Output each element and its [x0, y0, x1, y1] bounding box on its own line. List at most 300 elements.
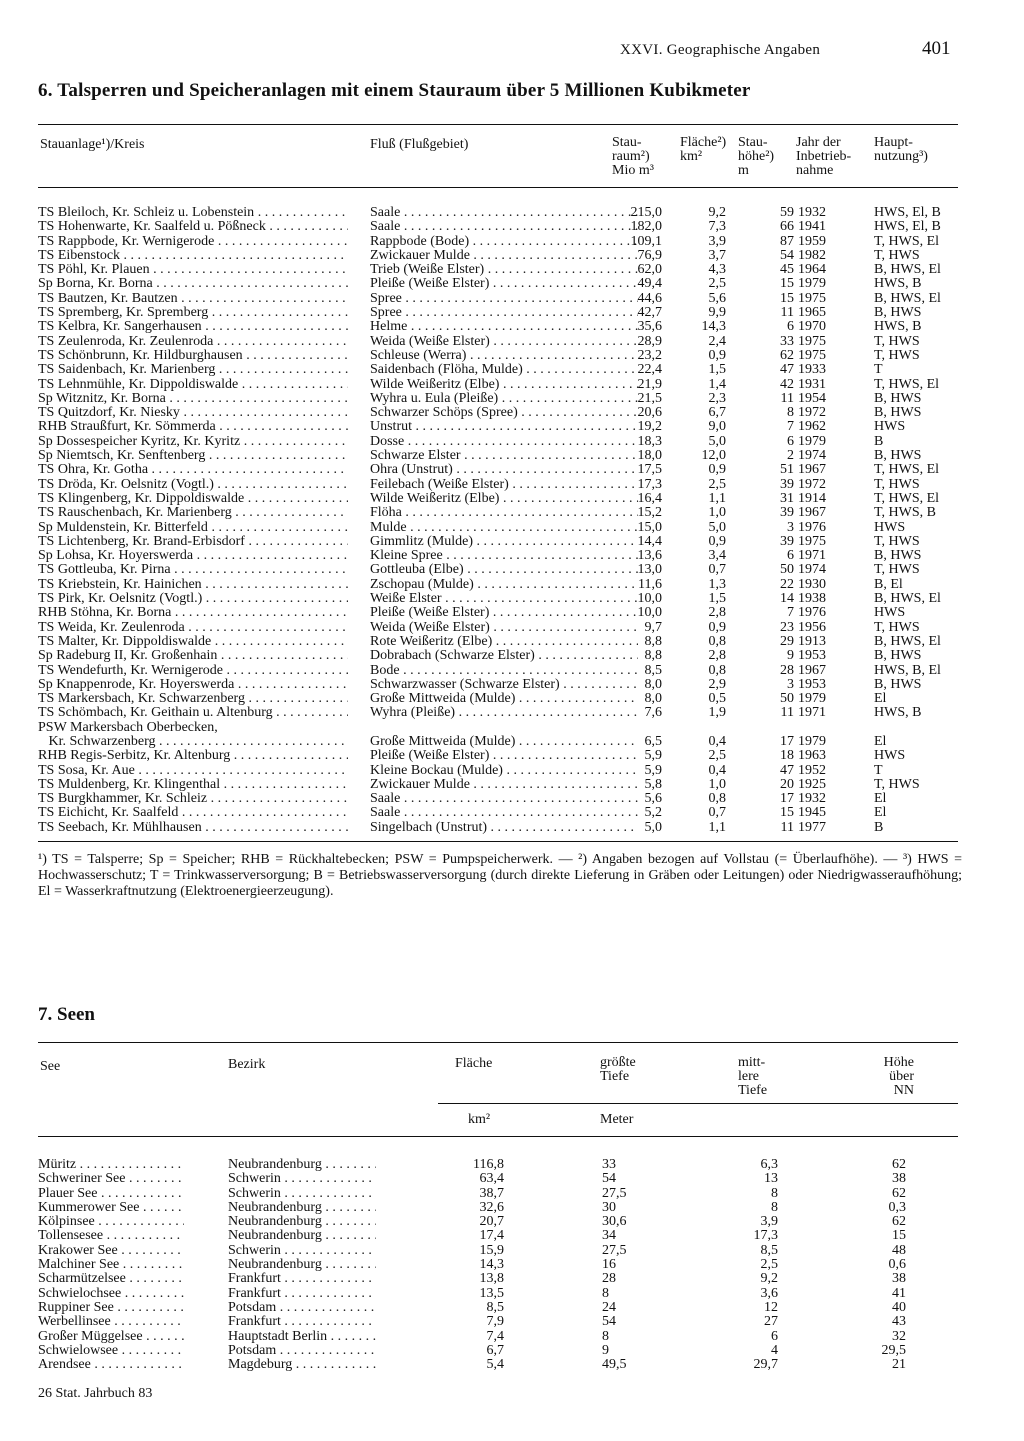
cell-flaeche: 9,9 — [708, 305, 726, 321]
cell-nutzung: T, HWS, El — [874, 462, 940, 478]
table-row — [38, 392, 968, 406]
cell-jahr: 1962 — [798, 419, 826, 435]
cell-hoehe: 40 — [892, 1299, 906, 1315]
cell-mittlere-tiefe: 8 — [771, 1199, 778, 1215]
cell-nutzung: HWS, B — [874, 276, 922, 292]
cell-flaeche: 2,5 — [708, 748, 726, 764]
cell-fluss: Saale . . . — [370, 806, 638, 820]
cell-nutzung: El — [874, 691, 887, 707]
cell-jahr: 1953 — [798, 648, 826, 664]
cell-bezirk: Neubrandenburg . . . — [228, 1158, 376, 1172]
cell-see: Plauer See . . . — [38, 1187, 184, 1201]
cell-flaeche: 12,0 — [701, 448, 726, 464]
cell-flaeche: 5,0 — [708, 519, 726, 535]
table-row — [38, 806, 968, 820]
table6-header-rule — [38, 187, 958, 188]
cell-stauhoehe: 15 — [780, 290, 794, 306]
cell-nutzung: HWS, B, El — [874, 662, 941, 678]
cell-stauraum: 13,6 — [637, 548, 662, 564]
cell-jahr: 1914 — [798, 490, 826, 506]
cell-jahr: 1933 — [798, 362, 826, 378]
cell-stauraum: 5,0 — [644, 819, 662, 835]
cell-anlage: Sp Witznitz, Kr. Borna . . . — [38, 392, 348, 406]
cell-jahr: 1975 — [798, 347, 826, 363]
cell-jahr: 1956 — [798, 619, 826, 635]
cell-stauraum: 44,6 — [637, 290, 662, 306]
table-row — [38, 420, 968, 434]
cell-flaeche: 13,8 — [479, 1271, 504, 1287]
cell-fluss: Saale . . . — [370, 206, 638, 220]
cell-stauraum: 11,6 — [638, 576, 662, 592]
cell-nutzung: T, HWS, B — [874, 505, 936, 521]
cell-nutzung: B, HWS — [874, 305, 922, 321]
cell-anlage: TS Bleiloch, Kr. Schleiz u. Lobenstein . . . — [38, 206, 348, 220]
cell-fluss: Pleiße (Weiße Elster) . . . — [370, 749, 638, 763]
cell-flaeche: 7,3 — [708, 219, 726, 235]
cell-stauhoehe: 6 — [787, 433, 794, 449]
cell-stauraum: 5,9 — [644, 748, 662, 764]
cell-mittlere-tiefe: 27 — [764, 1314, 778, 1330]
cell-stauraum: 10,0 — [637, 605, 662, 621]
cell-fluss: Zwickauer Mulde . . . — [370, 778, 638, 792]
cell-fluss: Schwarzwasser (Schwarze Elster) . . . — [370, 678, 638, 692]
cell-anlage: TS Saidenbach, Kr. Marienberg . . . — [38, 363, 348, 377]
cell-flaeche: 14,3 — [701, 319, 726, 335]
cell-stauraum: 42,7 — [637, 305, 662, 321]
table6-header-stauhoehe: Stau- höhe²) m — [738, 135, 775, 178]
table-row — [38, 792, 968, 806]
cell-stauhoehe: 47 — [780, 362, 794, 378]
cell-nutzung: El — [874, 791, 887, 807]
cell-nutzung: HWS, B — [874, 705, 922, 721]
cell-anlage: TS Lichtenberg, Kr. Brand-Erbisdorf . . . — [38, 535, 348, 549]
cell-stauraum: 15,0 — [637, 519, 662, 535]
cell-fluss: Dosse . . . — [370, 435, 638, 449]
cell-flaeche: 2,8 — [708, 648, 726, 664]
cell-hoehe: 21 — [892, 1357, 906, 1373]
cell-flaeche: 2,8 — [708, 605, 726, 621]
table6-title: 6. Talsperren und Speicheranlagen mit einem Stauraum über 5 Millionen Kubikmeter — [38, 80, 751, 101]
cell-nutzung: B, HWS, El — [874, 591, 941, 607]
table-row — [38, 463, 968, 477]
table-row — [38, 1201, 968, 1215]
cell-fluss: Große Mittweida (Mulde) . . . — [370, 735, 638, 749]
cell-mittlere-tiefe: 8,5 — [760, 1242, 778, 1258]
table6-header-flaeche: Fläche²) km² — [680, 135, 727, 164]
cell-anlage: Sp Muldenstein, Kr. Bitterfeld . . . — [38, 521, 348, 535]
cell-stauraum: 18,0 — [637, 448, 662, 464]
cell-nutzung: B, HWS — [874, 390, 922, 406]
cell-stauhoehe: 22 — [780, 576, 794, 592]
cell-fluss: Pleiße (Weiße Elster) . . . — [370, 277, 638, 291]
cell-stauhoehe: 17 — [780, 791, 794, 807]
cell-jahr: 1925 — [798, 776, 826, 792]
table-row — [38, 263, 968, 277]
cell-hoehe: 0,3 — [888, 1199, 906, 1215]
table6-header-jahr: Jahr der Inbetrieb- nahme — [796, 135, 852, 178]
cell-stauraum: 5,6 — [644, 791, 662, 807]
cell-flaeche: 1,0 — [708, 776, 726, 792]
table-row — [38, 606, 968, 620]
cell-stauhoehe: 28 — [780, 662, 794, 678]
cell-nutzung: T, HWS — [874, 533, 920, 549]
table6-header-anlage: Stauanlage¹)/Kreis — [40, 137, 145, 152]
cell-nutzung: El — [874, 733, 887, 749]
cell-see: Krakower See . . . — [38, 1244, 184, 1258]
cell-jahr: 1979 — [798, 276, 826, 292]
table-row — [38, 320, 968, 334]
cell-bezirk: Schwerin . . . — [228, 1187, 376, 1201]
table-row — [38, 821, 968, 835]
table7-header-hoehe: Höhe über NN — [883, 1055, 914, 1098]
cell-flaeche: 1,5 — [708, 362, 726, 378]
cell-nutzung: T, HWS, El — [874, 233, 940, 249]
cell-groesste-tiefe: 30,6 — [602, 1214, 627, 1230]
cell-groesste-tiefe: 33 — [602, 1157, 616, 1172]
table-row — [38, 1344, 968, 1358]
table-row — [38, 306, 968, 320]
cell-stauraum: 16,4 — [637, 490, 662, 506]
cell-anlage: TS Wendefurth, Kr. Wernigerode . . . — [38, 664, 348, 678]
cell-anlage: TS Dröda, Kr. Oelsnitz (Vogtl.) . . . — [38, 478, 348, 492]
cell-anlage: TS Weida, Kr. Zeulenroda . . . — [38, 621, 348, 635]
cell-hoehe: 41 — [892, 1285, 906, 1301]
cell-jahr: 1972 — [798, 476, 826, 492]
cell-flaeche: 5,0 — [708, 433, 726, 449]
cell-fluss: Saale . . . — [370, 792, 638, 806]
cell-mittlere-tiefe: 9,2 — [760, 1271, 778, 1287]
cell-nutzung: HWS, El, B — [874, 205, 941, 220]
cell-jahr: 1974 — [798, 562, 826, 578]
cell-anlage: TS Quitzdorf, Kr. Niesky . . . — [38, 406, 348, 420]
cell-fluss: Unstrut . . . — [370, 420, 638, 434]
cell-see: Schwielochsee . . . — [38, 1287, 184, 1301]
cell-stauhoehe: 15 — [780, 805, 794, 821]
table6-header-stauraum: Stau- raum²) Mio m³ — [612, 135, 654, 178]
cell-flaeche: 9,2 — [708, 205, 726, 220]
table-row — [38, 506, 968, 520]
cell-flaeche: 2,9 — [708, 676, 726, 692]
cell-stauraum: 8,5 — [644, 662, 662, 678]
table6-bottom-rule — [38, 841, 958, 842]
cell-anlage: TS Seebach, Kr. Mühlhausen . . . — [38, 821, 348, 835]
cell-mittlere-tiefe: 13 — [764, 1171, 778, 1187]
cell-fluss: Schwarze Elster . . . — [370, 449, 638, 463]
cell-see: Kummerower See . . . — [38, 1201, 184, 1215]
cell-nutzung: HWS — [874, 748, 906, 764]
cell-jahr: 1952 — [798, 762, 826, 778]
cell-anlage: TS Markersbach, Kr. Schwarzenberg . . . — [38, 692, 348, 706]
cell-flaeche: 3,7 — [708, 247, 726, 263]
cell-stauhoehe: 39 — [780, 476, 794, 492]
cell-nutzung: B — [874, 819, 884, 835]
cell-flaeche: 0,8 — [708, 662, 726, 678]
cell-stauhoehe: 54 — [780, 247, 794, 263]
cell-hoehe: 62 — [892, 1157, 906, 1172]
cell-mittlere-tiefe: 6,3 — [760, 1157, 778, 1172]
cell-stauraum: 215,0 — [630, 205, 662, 220]
cell-flaeche: 3,9 — [708, 233, 726, 249]
cell-mittlere-tiefe: 29,7 — [753, 1357, 778, 1373]
cell-flaeche: 7,4 — [486, 1328, 504, 1344]
cell-bezirk: Neubrandenburg . . . — [228, 1229, 376, 1243]
cell-groesste-tiefe: 8 — [602, 1328, 609, 1344]
cell-nutzung: HWS, B — [874, 319, 922, 335]
cell-stauraum: 5,9 — [644, 762, 662, 778]
cell-flaeche: 1,3 — [708, 576, 726, 592]
cell-flaeche: 1,0 — [708, 505, 726, 521]
table-row — [38, 764, 968, 778]
cell-nutzung: HWS — [874, 519, 906, 535]
cell-stauhoehe: 9 — [787, 648, 794, 664]
cell-fluss: Trieb (Weiße Elster) . . . — [370, 263, 638, 277]
table7-header-mittlere-tiefe: mitt- lere Tiefe — [738, 1055, 768, 1098]
cell-jahr: 1967 — [798, 662, 826, 678]
cell-anlage: RHB Straußfurt, Kr. Sömmerda . . . — [38, 420, 348, 434]
table-row — [38, 521, 968, 535]
table-row — [38, 1272, 968, 1286]
cell-stauraum: 109,1 — [630, 233, 662, 249]
table-row — [38, 749, 968, 763]
table-row — [38, 1315, 968, 1329]
table-row — [38, 1301, 968, 1315]
cell-bezirk: Frankfurt . . . — [228, 1287, 376, 1301]
cell-groesste-tiefe: 28 — [602, 1271, 616, 1287]
cell-stauraum: 8,8 — [644, 648, 662, 664]
cell-stauhoehe: 8 — [787, 405, 794, 421]
cell-stauhoehe: 39 — [780, 533, 794, 549]
cell-see: Tollensesee . . . — [38, 1229, 184, 1243]
cell-mittlere-tiefe: 6 — [771, 1328, 778, 1344]
cell-anlage: RHB Regis-Serbitz, Kr. Altenburg . . . — [38, 749, 348, 763]
table-row — [38, 649, 968, 663]
cell-groesste-tiefe: 24 — [602, 1299, 616, 1315]
cell-flaeche: 6,7 — [708, 405, 726, 421]
cell-flaeche: 13,5 — [479, 1285, 504, 1301]
cell-see: Müritz . . . — [38, 1158, 184, 1172]
cell-stauhoehe: 17 — [780, 733, 794, 749]
cell-stauraum: 14,4 — [637, 533, 662, 549]
cell-anlage: TS Pirk, Kr. Oelsnitz (Vogtl.) . . . — [38, 592, 348, 606]
cell-jahr: 1974 — [798, 448, 826, 464]
cell-anlage: TS Schönbrunn, Kr. Hildburghausen . . . — [38, 349, 348, 363]
cell-nutzung: B, HWS, El — [874, 633, 941, 649]
cell-stauraum: 6,5 — [644, 733, 662, 749]
cell-stauhoehe: 2 — [787, 448, 794, 464]
cell-flaeche: 2,5 — [708, 276, 726, 292]
cell-nutzung: B, HWS — [874, 648, 922, 664]
table6-footnote: ¹) TS = Talsperre; Sp = Speicher; RHB = Rückhaltebecken; PSW = Pumpspeicherwerk. — ²) Angaben bezogen auf Vollstau (= Überlaufhöhe). — ³) HWS = Hochwasserschutz; T = Trinkwasserversorgung; B = Betriebswasserversorgung (durch direkte Lieferung in Gräben oder Leitungen) oder Niedrigwasseraufhöhung; El = Wasserkraftnutzung (Elektroenergieerzeugung). — [38, 852, 962, 899]
cell-stauraum: 17,5 — [637, 462, 662, 478]
table-row — [38, 1187, 968, 1201]
cell-stauraum: 49,4 — [637, 276, 662, 292]
cell-fluss: Mulde . . . — [370, 521, 638, 535]
cell-flaeche: 1,4 — [708, 376, 726, 392]
cell-fluss: Kleine Bockau (Mulde) . . . — [370, 764, 638, 778]
cell-flaeche: 8,5 — [486, 1299, 504, 1315]
table7-header-flaeche: Fläche — [455, 1056, 493, 1071]
cell-flaeche: 7,9 — [486, 1314, 504, 1330]
cell-anlage: TS Klingenberg, Kr. Dippoldiswalde . . . — [38, 492, 348, 506]
cell-bezirk: Frankfurt . . . — [228, 1315, 376, 1329]
cell-fluss: Helme . . . — [370, 320, 638, 334]
cell-flaeche: 2,5 — [708, 476, 726, 492]
cell-stauraum: 7,6 — [644, 705, 662, 721]
cell-nutzung: B, HWS, El — [874, 262, 941, 278]
cell-flaeche: 2,3 — [708, 390, 726, 406]
table7-unit-rule — [438, 1103, 958, 1104]
cell-stauhoehe: 18 — [780, 748, 794, 764]
cell-anlage: Sp Dossespeicher Kyritz, Kr. Kyritz . . . — [38, 435, 348, 449]
cell-hoehe: 15 — [892, 1228, 906, 1244]
cell-jahr: 1953 — [798, 676, 826, 692]
cell-flaeche: 63,4 — [479, 1171, 504, 1187]
cell-fluss: Gottleuba (Elbe) . . . — [370, 563, 638, 577]
cell-see: Schweriner See . . . — [38, 1172, 184, 1186]
cell-hoehe: 38 — [892, 1171, 906, 1187]
table-row — [38, 363, 968, 377]
cell-stauhoehe: 42 — [780, 376, 794, 392]
table-row — [38, 578, 968, 592]
cell-stauraum: 13,0 — [637, 562, 662, 578]
cell-see: Großer Müggelsee . . . — [38, 1330, 184, 1344]
cell-mittlere-tiefe: 12 — [764, 1299, 778, 1315]
cell-flaeche: 0,9 — [708, 462, 726, 478]
table7-unit-km2: km² — [468, 1112, 491, 1127]
cell-mittlere-tiefe: 3,9 — [760, 1214, 778, 1230]
cell-see: Arendsee . . . — [38, 1358, 184, 1372]
cell-jahr: 1977 — [798, 819, 826, 835]
cell-nutzung: T, HWS — [874, 333, 920, 349]
cell-fluss: Pleiße (Weiße Elster) . . . — [370, 606, 638, 620]
cell-stauhoehe: 33 — [780, 333, 794, 349]
table-row — [38, 535, 968, 549]
table7-unit-meter: Meter — [600, 1112, 634, 1127]
cell-stauhoehe: 31 — [780, 490, 794, 506]
cell-bezirk: Schwerin . . . — [228, 1244, 376, 1258]
cell-groesste-tiefe: 30 — [602, 1199, 616, 1215]
cell-stauraum: 23,2 — [637, 347, 662, 363]
cell-stauhoehe: 39 — [780, 505, 794, 521]
table7-header-see: See — [40, 1059, 61, 1074]
cell-hoehe: 62 — [892, 1214, 906, 1230]
cell-flaeche: 0,9 — [708, 619, 726, 635]
cell-stauhoehe: 87 — [780, 233, 794, 249]
cell-hoehe: 29,5 — [881, 1342, 906, 1358]
cell-jahr: 1932 — [798, 791, 826, 807]
cell-flaeche: 0,4 — [708, 762, 726, 778]
cell-flaeche: 0,7 — [708, 562, 726, 578]
table-row — [38, 635, 968, 649]
cell-fluss: Schleuse (Werra) . . . — [370, 349, 638, 363]
cell-hoehe: 43 — [892, 1314, 906, 1330]
cell-flaeche: 0,9 — [708, 533, 726, 549]
table-row — [38, 592, 968, 606]
cell-stauhoehe: 62 — [780, 347, 794, 363]
table-row — [38, 277, 968, 291]
cell-stauhoehe: 15 — [780, 276, 794, 292]
cell-bezirk: Neubrandenburg . . . — [228, 1215, 376, 1229]
cell-flaeche: 0,5 — [708, 691, 726, 707]
cell-stauhoehe: 14 — [780, 591, 794, 607]
table-row — [38, 721, 968, 735]
cell-flaeche: 17,4 — [479, 1228, 504, 1244]
cell-stauhoehe: 6 — [787, 548, 794, 564]
cell-stauraum: 5,2 — [644, 805, 662, 821]
table7-top-rule — [38, 1042, 958, 1043]
cell-anlage: Kr. Schwarzenberg . . . — [38, 735, 348, 749]
cell-stauraum: 17,3 — [637, 476, 662, 492]
cell-jahr: 1971 — [798, 548, 826, 564]
cell-stauhoehe: 45 — [780, 262, 794, 278]
cell-stauraum: 76,9 — [637, 247, 662, 263]
cell-see: Schwielowsee . . . — [38, 1344, 184, 1358]
table7-header-bezirk: Bezirk — [228, 1057, 266, 1072]
cell-fluss: Wilde Weißeritz (Elbe) . . . — [370, 492, 638, 506]
cell-anlage: TS Muldenberg, Kr. Klingenthal . . . — [38, 778, 348, 792]
cell-stauraum: 28,9 — [637, 333, 662, 349]
cell-fluss: Feilebach (Weiße Elster) . . . — [370, 478, 638, 492]
cell-jahr: 1965 — [798, 305, 826, 321]
cell-jahr: 1979 — [798, 433, 826, 449]
cell-nutzung: El — [874, 805, 887, 821]
cell-jahr: 1979 — [798, 733, 826, 749]
cell-see: Ruppiner See . . . — [38, 1301, 184, 1315]
cell-stauhoehe: 59 — [780, 205, 794, 220]
table-row — [38, 292, 968, 306]
table-row — [38, 778, 968, 792]
cell-groesste-tiefe: 54 — [602, 1314, 616, 1330]
cell-anlage: TS Eichicht, Kr. Saalfeld . . . — [38, 806, 348, 820]
table-row — [38, 706, 968, 720]
cell-stauhoehe: 51 — [780, 462, 794, 478]
cell-nutzung: T, HWS — [874, 562, 920, 578]
cell-jahr: 1975 — [798, 290, 826, 306]
cell-fluss: Rote Weißeritz (Elbe) . . . — [370, 635, 638, 649]
cell-mittlere-tiefe: 2,5 — [760, 1257, 778, 1273]
cell-anlage: Sp Radeburg II, Kr. Großenhain . . . — [38, 649, 348, 663]
cell-fluss: Dobrabach (Schwarze Elster) . . . — [370, 649, 638, 663]
cell-flaeche: 0,4 — [708, 733, 726, 749]
cell-anlage: TS Eibenstock . . . — [38, 249, 348, 263]
cell-jahr: 1931 — [798, 376, 826, 392]
cell-stauhoehe: 7 — [787, 605, 794, 621]
cell-stauhoehe: 29 — [780, 633, 794, 649]
cell-stauhoehe: 3 — [787, 676, 794, 692]
cell-bezirk: Neubrandenburg . . . — [228, 1201, 376, 1215]
cell-anlage: TS Rappbode, Kr. Wernigerode . . . — [38, 235, 348, 249]
cell-anlage: TS Burgkhammer, Kr. Schleiz . . . — [38, 792, 348, 806]
cell-anlage: TS Ohra, Kr. Gotha . . . — [38, 463, 348, 477]
cell-stauraum: 35,6 — [637, 319, 662, 335]
cell-stauhoehe: 11 — [780, 819, 794, 835]
cell-anlage: Sp Niemtsch, Kr. Senftenberg . . . — [38, 449, 348, 463]
cell-jahr: 1963 — [798, 748, 826, 764]
cell-nutzung: B, HWS — [874, 548, 922, 564]
cell-nutzung: T, HWS — [874, 247, 920, 263]
table-row — [38, 735, 968, 749]
cell-flaeche: 3,4 — [708, 548, 726, 564]
table-row — [38, 235, 968, 249]
cell-nutzung: B, El — [874, 576, 903, 592]
section-header: XXVI. Geographische Angaben — [620, 42, 821, 58]
cell-flaeche: 15,9 — [479, 1242, 504, 1258]
cell-nutzung: B, HWS — [874, 448, 922, 464]
cell-stauhoehe: 11 — [780, 305, 794, 321]
cell-stauraum: 10,0 — [637, 591, 662, 607]
cell-groesste-tiefe: 34 — [602, 1228, 616, 1244]
cell-stauraum: 8,8 — [644, 633, 662, 649]
